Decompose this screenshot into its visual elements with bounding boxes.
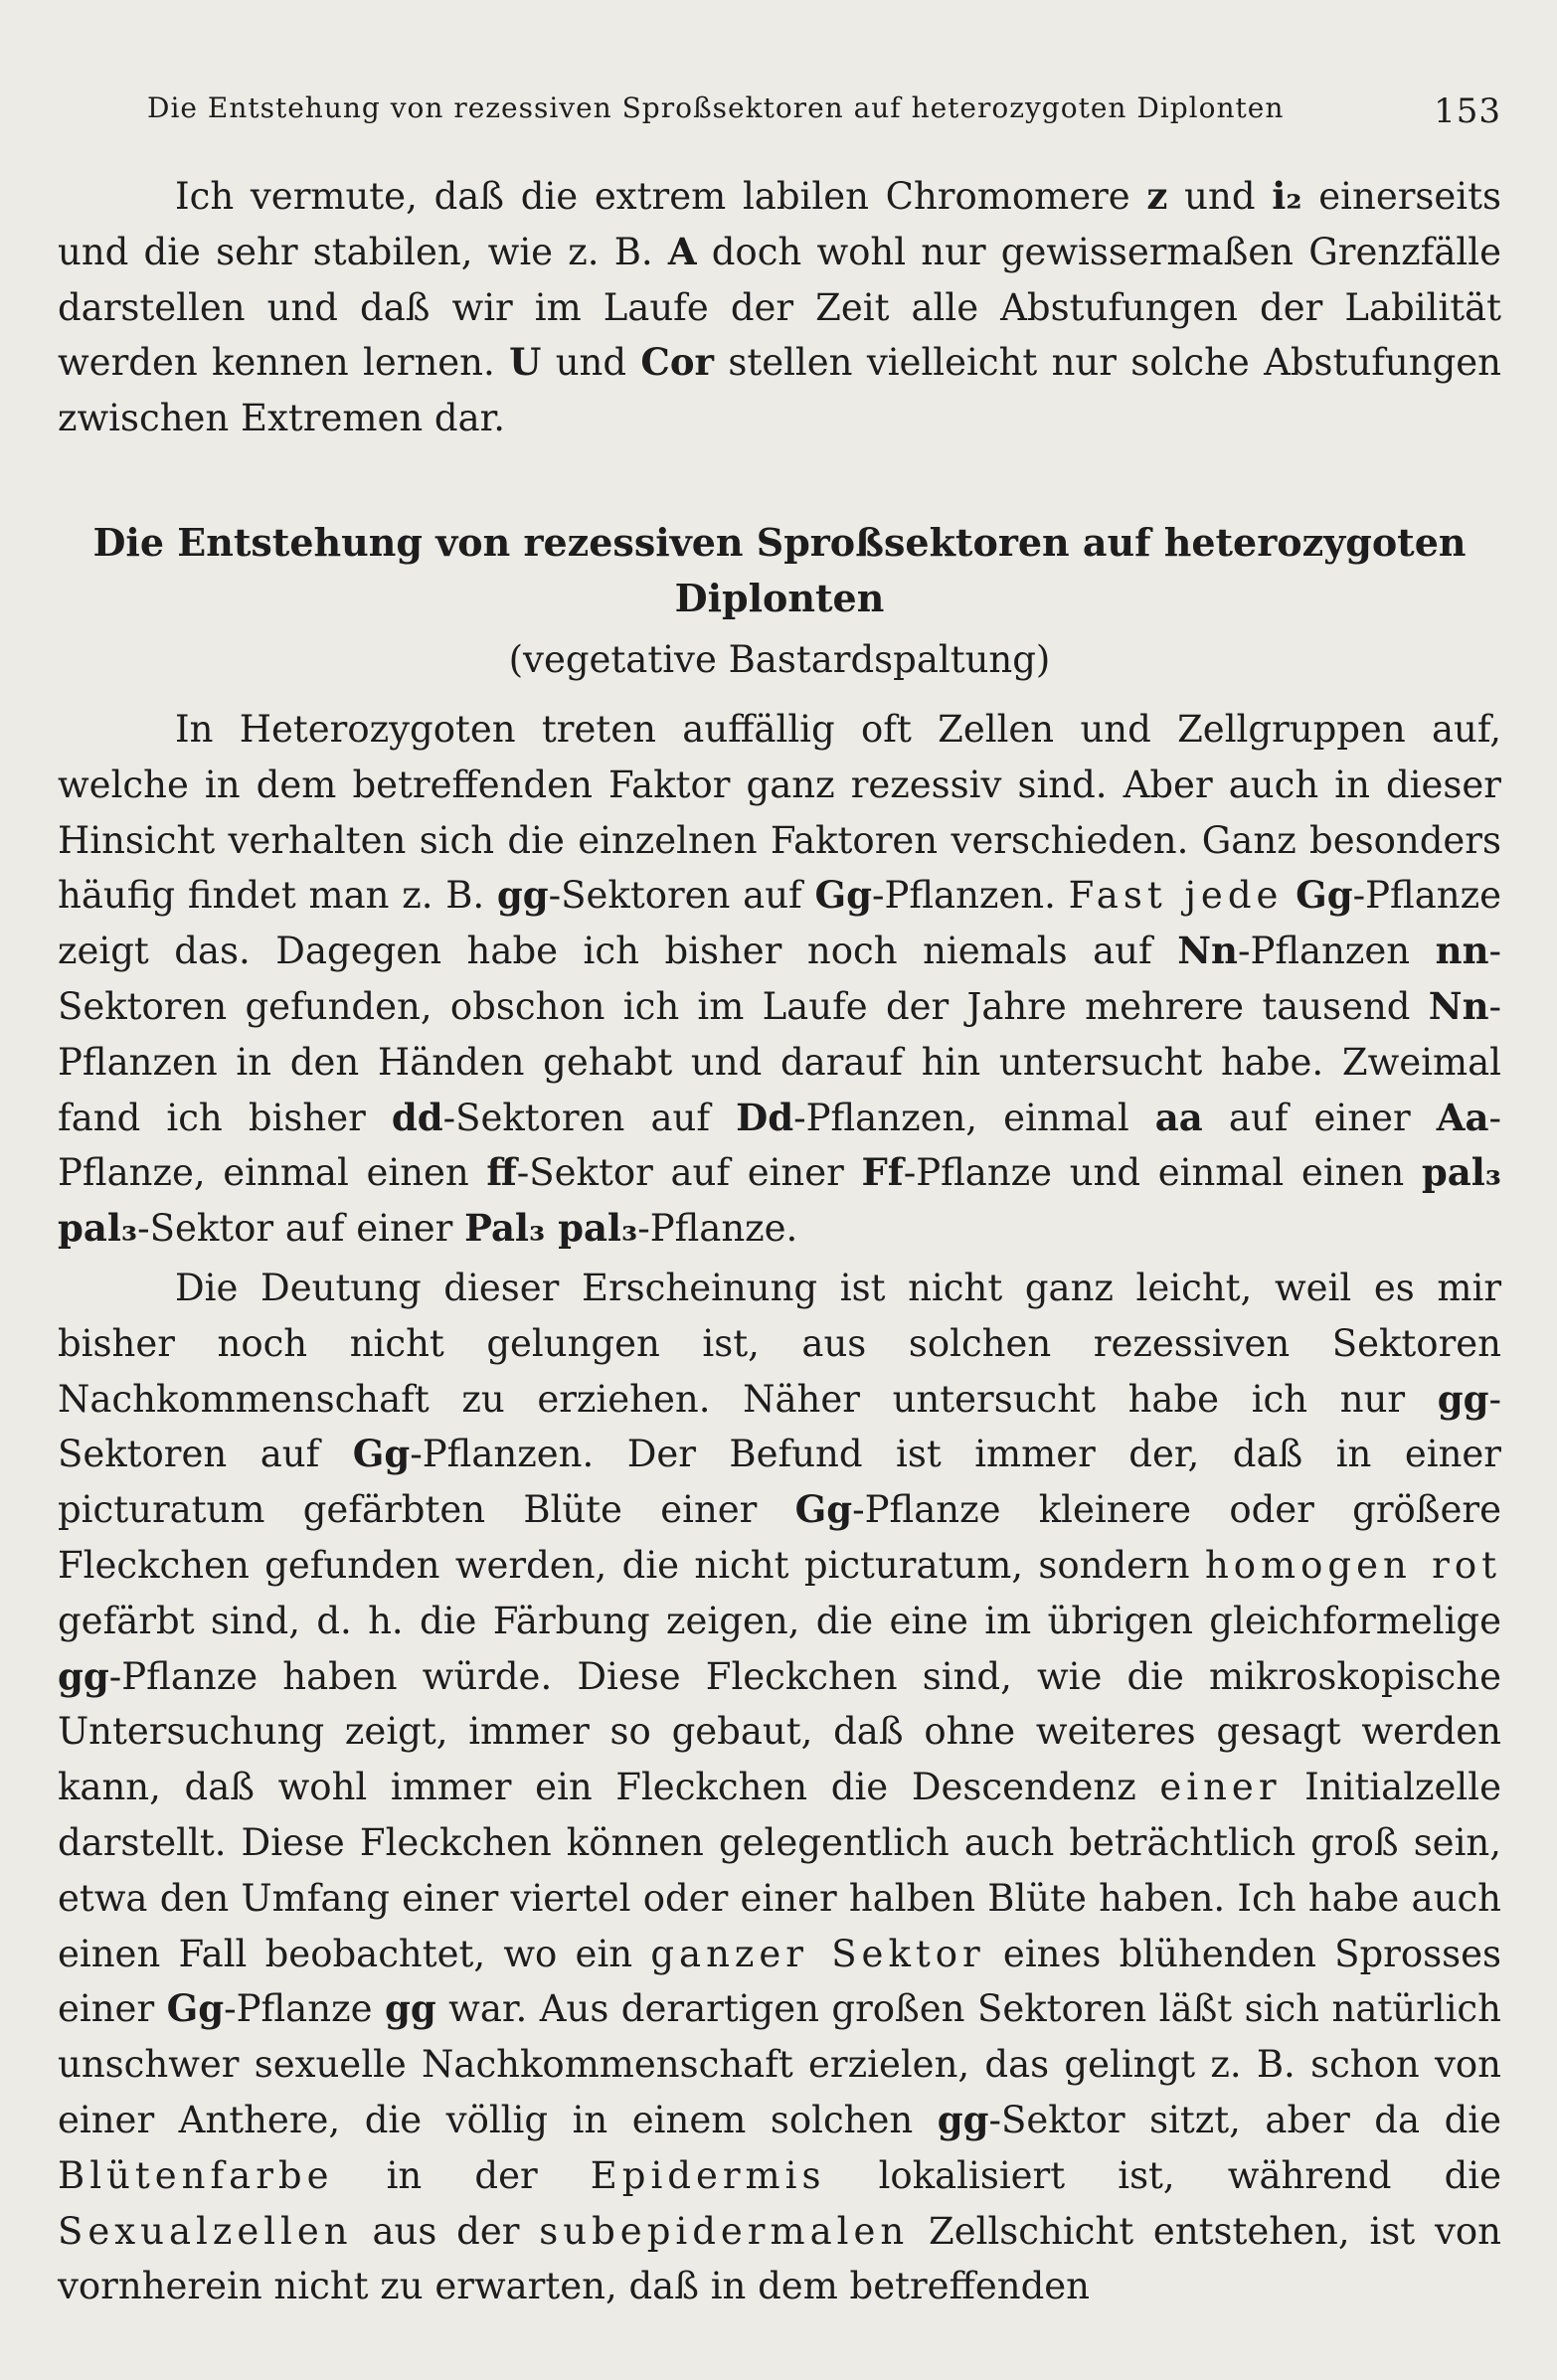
body-text: [58, 702, 1501, 2314]
page-number: 153: [1434, 91, 1501, 131]
section-subtitle: (vegetative Bastardspaltung): [508, 638, 1051, 681]
paragraph: Ich vermute, daß die extrem labilen Chromomere z und i₂ einerseits und die sehr stabilen, wie z. B. A doch wohl nur gewissermaßen Grenzfälle darstellen und daß wir im Laufe der Zeit alle Abstufungen der Labilität werden kennen lernen. U und Cor stellen vielleicht nur solche Abstufungen zwischen Extremen dar.: [58, 174, 1502, 440]
page-header: [147, 91, 1501, 143]
intro-paragraph-block: [58, 169, 1501, 446]
paragraph: In Heterozygoten treten auffällig oft Zellen und Zellgruppen auf, welche in dem betreffenden Faktor ganz rezessiv sind. Aber auch in dieser Hinsicht verhalten sich die einzelnen Faktoren verschieden. Ganz besonders häufig findet man z. B. gg-Sektoren auf Gg-Pflanzen. Fast jede Gg-Pflanze zeigt das. Dagegen habe ich bisher noch niemals auf Nn-Pflanzen nn-Sektoren gefunden, obschon ich im Laufe der Jahre mehrere tausend Nn-Pflanzen in den Händen gehabt und darauf hin untersucht habe. Zweimal fand ich bisher dd-Sektoren auf Dd-Pflanzen, einmal aa auf einer Aa-Pflanze, einmal einen ff-Sektor auf einer Ff-Pflanze und einmal einen pal₃ pal₃-Sektor auf einer Pal₃ pal₃-Pflanze.: [58, 708, 1501, 1251]
running-title: Die Entstehung von rezessiven Sproßsektoren auf heterozygoten Diplonten: [147, 91, 1285, 124]
section-title: Die Entstehung von rezessiven Sproßsektoren auf heterozygoten Diplonten: [92, 520, 1467, 620]
paragraph: Die Deutung dieser Erscheinung ist nicht ganz leicht, weil es mir bisher noch nicht gelungen ist, aus solchen rezessiven Sektoren Nachkommenschaft zu erziehen. Näher untersucht habe ich nur gg-Sektoren auf Gg-Pflanzen. Der Befund ist immer der, daß in einer picturatum gefärbten Blüte einer Gg-Pflanze kleinere oder größere Fleckchen gefunden werden, die nicht picturatum, sondern homogen rot gefärbt sind, d. h. die Färbung zeigen, die eine im übrigen gleichformelige gg-Pflanze haben würde. Diese Fleckchen sind, wie die mikroskopische Untersuchung zeigt, immer so gebaut, daß ohne weiteres gesagt werden kann, daß wohl immer ein Fleckchen die Descendenz einer Initialzelle darstellt. Diese Fleckchen können gelegentlich auch beträchtlich groß sein, etwa den Umfang einer viertel oder einer halben Blüte haben. Ich habe auch einen Fall beobachtet, wo ein ganzer Sektor eines blühenden Sprosses einer Gg-Pflanze gg war. Aus derartigen großen Sektoren läßt sich natürlich unschwer sexuelle Nachkommenschaft erzielen, das gelingt z. B. schon von einer Anthere, die völlig in einem solchen gg-Sektor sitzt, aber da die Blütenfarbe in der Epidermis lokalisiert ist, während die Sexualzellen aus der subepidermalen Zellschicht entstehen, ist von vornherein nicht zu erwarten, daß in dem betreffenden: [58, 1266, 1501, 2308]
